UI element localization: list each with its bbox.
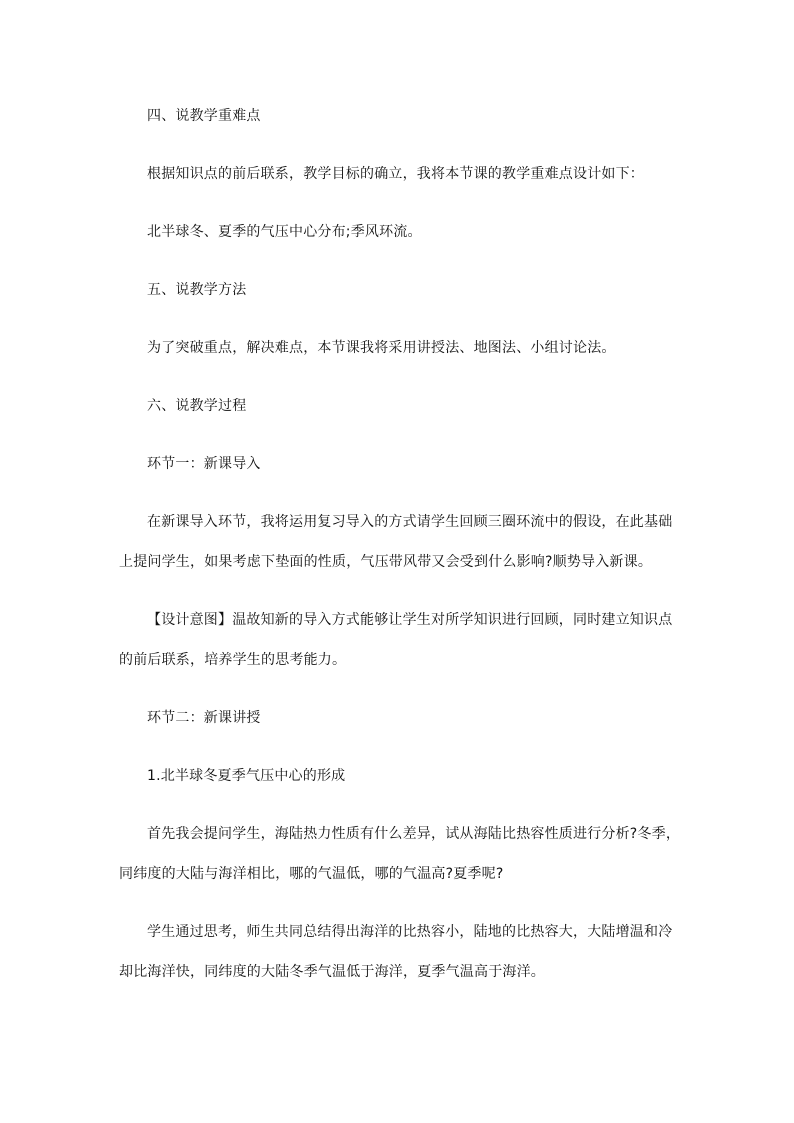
paragraph-line: 的前后联系，培养学生的思考能力。: [119, 652, 347, 668]
paragraph-line: 同纬度的大陆与海洋相比，哪的气温低，哪的气温高?夏季呢?: [119, 866, 504, 882]
section-heading-5: 五、说教学方法: [147, 282, 247, 298]
paragraph-line: 根据知识点的前后联系，教学目标的确立，我将本节课的教学重难点设计如下：: [147, 166, 644, 182]
paragraph-line: 在新课导入环节，我将运用复习导入的方式请学生回顾三圈环流中的假设，在此基础: [147, 514, 673, 530]
paragraph-line: 【设计意图】温故知新的导入方式能够让学生对所学知识进行回顾，同时建立知识点: [147, 612, 673, 628]
section-heading-4: 四、说教学重难点: [147, 108, 261, 124]
subsection-heading-1: 环节一：新课导入: [147, 456, 261, 472]
paragraph-line: 上提问学生，如果考虑下垫面的性质，气压带风带又会受到什么影响?顺势导入新课。: [119, 554, 653, 570]
section-heading-6: 六、说教学过程: [147, 398, 247, 414]
paragraph-line: 却比海洋快，同纬度的大陆冬季气温低于海洋，夏季气温高于海洋。: [119, 964, 545, 980]
list-item-heading: 1.北半球冬夏季气压中心的形成: [147, 768, 346, 784]
paragraph-line: 为了突破重点，解决难点，本节课我将采用讲授法、地图法、小组讨论法。: [147, 340, 616, 356]
paragraph-line: 首先我会提问学生，海陆热力性质有什么差异，试从海陆比热容性质进行分析?冬季，: [147, 826, 681, 842]
paragraph-line: 学生通过思考，师生共同总结得出海洋的比热容小，陆地的比热容大，大陆增温和冷: [147, 924, 673, 940]
paragraph-line: 北半球冬、夏季的气压中心分布;季风环流。: [147, 224, 422, 240]
subsection-heading-2: 环节二：新课讲授: [147, 710, 261, 726]
